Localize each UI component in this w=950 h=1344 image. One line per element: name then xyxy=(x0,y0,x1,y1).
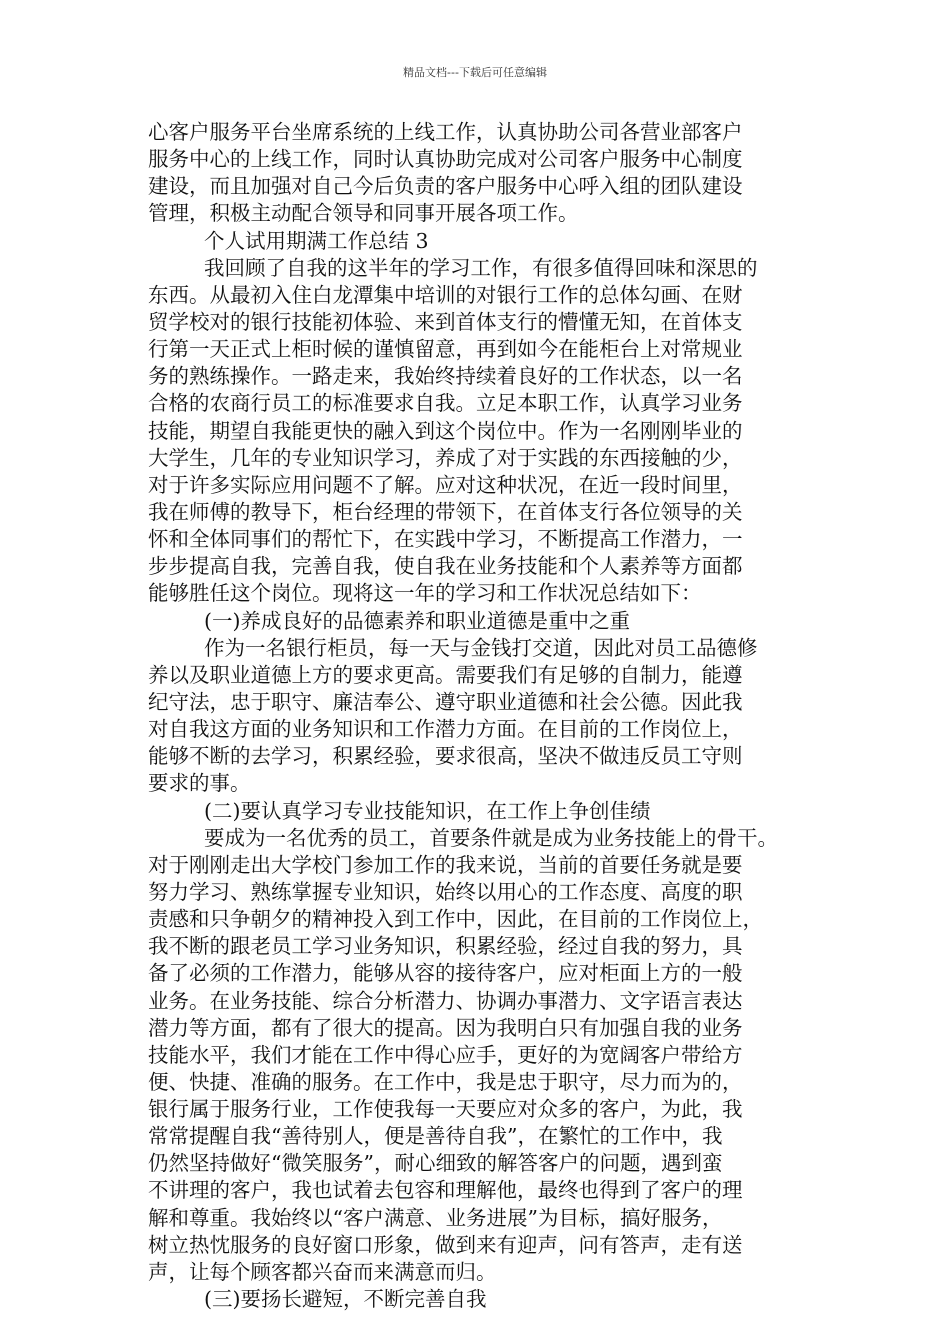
text-line: 纪守法，忠于职守、廉洁奉公、遵守职业道德和社会公德。因此我 xyxy=(148,689,743,714)
text-line: 不讲理的客户，我也试着去包容和理解他，最终也得到了客户的理 xyxy=(148,1178,743,1203)
text-line: 作为一名银行柜员，每一天与金钱打交道，因此对员工品德修 xyxy=(204,635,758,660)
text-line: 东西。从最初入住白龙潭集中培训的对银行工作的总体勾画、在财 xyxy=(148,282,743,307)
text-line: 能够不断的去学习，积累经验，要求很高，坚决不做违反员工守则 xyxy=(148,744,743,769)
text-line: 技能，期望自我能更快的融入到这个岗位中。作为一名刚刚毕业的 xyxy=(148,418,743,443)
text-line: 仍然坚持做好“微笑服务”，耐心细致的解答客户的问题，遇到蛮 xyxy=(148,1151,723,1176)
text-line: 银行属于服务行业，工作使我每一天要应对众多的客户，为此，我 xyxy=(148,1097,743,1122)
text-line: 责感和只争朝夕的精神投入到工作中，因此，在目前的工作岗位上， xyxy=(148,907,763,932)
text-line: 树立热忱服务的良好窗口形象，做到来有迎声，问有答声，走有送 xyxy=(148,1232,743,1257)
text-line: 大学生，几年的专业知识学习，养成了对于实践的东西接触的少， xyxy=(148,445,743,470)
text-line: 合格的农商行员工的标准要求自我。立足本职工作，认真学习业务 xyxy=(148,391,743,416)
text-line: 行第一天正式上柜时候的谨慎留意，再到如今在能柜台上对常规业 xyxy=(148,337,743,362)
section-heading: (三)要扬长避短，不断完善自我 xyxy=(204,1287,487,1312)
text-line: 技能水平，我们才能在工作中得心应手，更好的为宽阔客户带给方 xyxy=(148,1042,743,1067)
text-line: 潜力等方面，都有了很大的提高。因为我明白只有加强自我的业务 xyxy=(148,1015,743,1040)
text-line: 能够胜任这个岗位。现将这一年的学习和工作状况总结如下： xyxy=(148,581,702,606)
text-line: 对于许多实际应用问题不了解。应对这种状况，在近一段时间里， xyxy=(148,472,743,497)
text-line: 服务中心的上线工作，同时认真协助完成对公司客户服务中心制度 xyxy=(148,147,743,172)
text-line: 备了必须的工作潜力，能够从容的接待客户，应对柜面上方的一般 xyxy=(148,961,743,986)
document-body xyxy=(148,119,808,1313)
section-heading: (二)要认真学习专业技能知识，在工作上争创佳绩 xyxy=(204,798,651,823)
text-line: 努力学习、熟练掌握专业知识，始终以用心的工作态度、高度的职 xyxy=(148,879,743,904)
text-line: 对自我这方面的业务知识和工作潜力方面。在目前的工作岗位上， xyxy=(148,717,743,742)
text-line: 步步提高自我，完善自我，使自我在业务技能和个人素养等方面都 xyxy=(148,554,743,579)
text-line: 要成为一名优秀的员工，首要条件就是成为业务技能上的骨干。 xyxy=(204,825,778,850)
text-line: 解和尊重。我始终以“客户满意、业务进展”为目标，搞好服务， xyxy=(148,1205,723,1230)
text-line: 建设，而且加强对自己今后负责的客户服务中心呼入组的团队建设 xyxy=(148,174,743,199)
text-line: 心客户服务平台坐席系统的上线工作，认真协助公司各营业部客户 xyxy=(148,120,743,144)
section-heading: (一)养成良好的品德素养和职业道德是重中之重 xyxy=(204,608,630,633)
text-line: 要求的事。 xyxy=(148,771,251,796)
text-line: 业务。在业务技能、综合分析潜力、协调办事潜力、文字语言表达 xyxy=(148,988,743,1013)
text-line: 我不断的跟老员工学习业务知识，积累经验，经过自我的努力，具 xyxy=(148,934,743,959)
section-title: 个人试用期满工作总结 3 xyxy=(204,228,429,253)
text-line: 我在师傅的教导下，柜台经理的带领下，在首体支行各位领导的关 xyxy=(148,499,743,524)
text-line: 我回顾了自我的这半年的学习工作，有很多值得回味和深思的 xyxy=(204,255,758,280)
text-line: 常常提醒自我“善待别人，便是善待自我”，在繁忙的工作中，我 xyxy=(148,1124,723,1149)
text-line: 对于刚刚走出大学校门参加工作的我来说，当前的首要任务就是要 xyxy=(148,852,743,877)
text-line: 养以及职业道德上方的要求更高。需要我们有足够的自制力，能遵 xyxy=(148,662,743,687)
text-line: 务的熟练操作。一路走来，我始终持续着良好的工作状态，以一名 xyxy=(148,364,743,389)
text-line: 便、快捷、准确的服务。在工作中，我是忠于职守，尽力而为的， xyxy=(148,1069,743,1094)
text-line: 贸学校对的银行技能初体验、来到首体支行的懵懂无知，在首体支 xyxy=(148,309,743,334)
page-header: 精品文档---下载后可任意编辑 xyxy=(403,66,547,79)
text-line: 怀和全体同事们的帮忙下，在实践中学习，不断提高工作潜力，一 xyxy=(148,527,743,552)
text-line: 声，让每个顾客都兴奋而来满意而归。 xyxy=(148,1259,497,1284)
text-line: 管理，积极主动配合领导和同事开展各项工作。 xyxy=(148,201,579,226)
